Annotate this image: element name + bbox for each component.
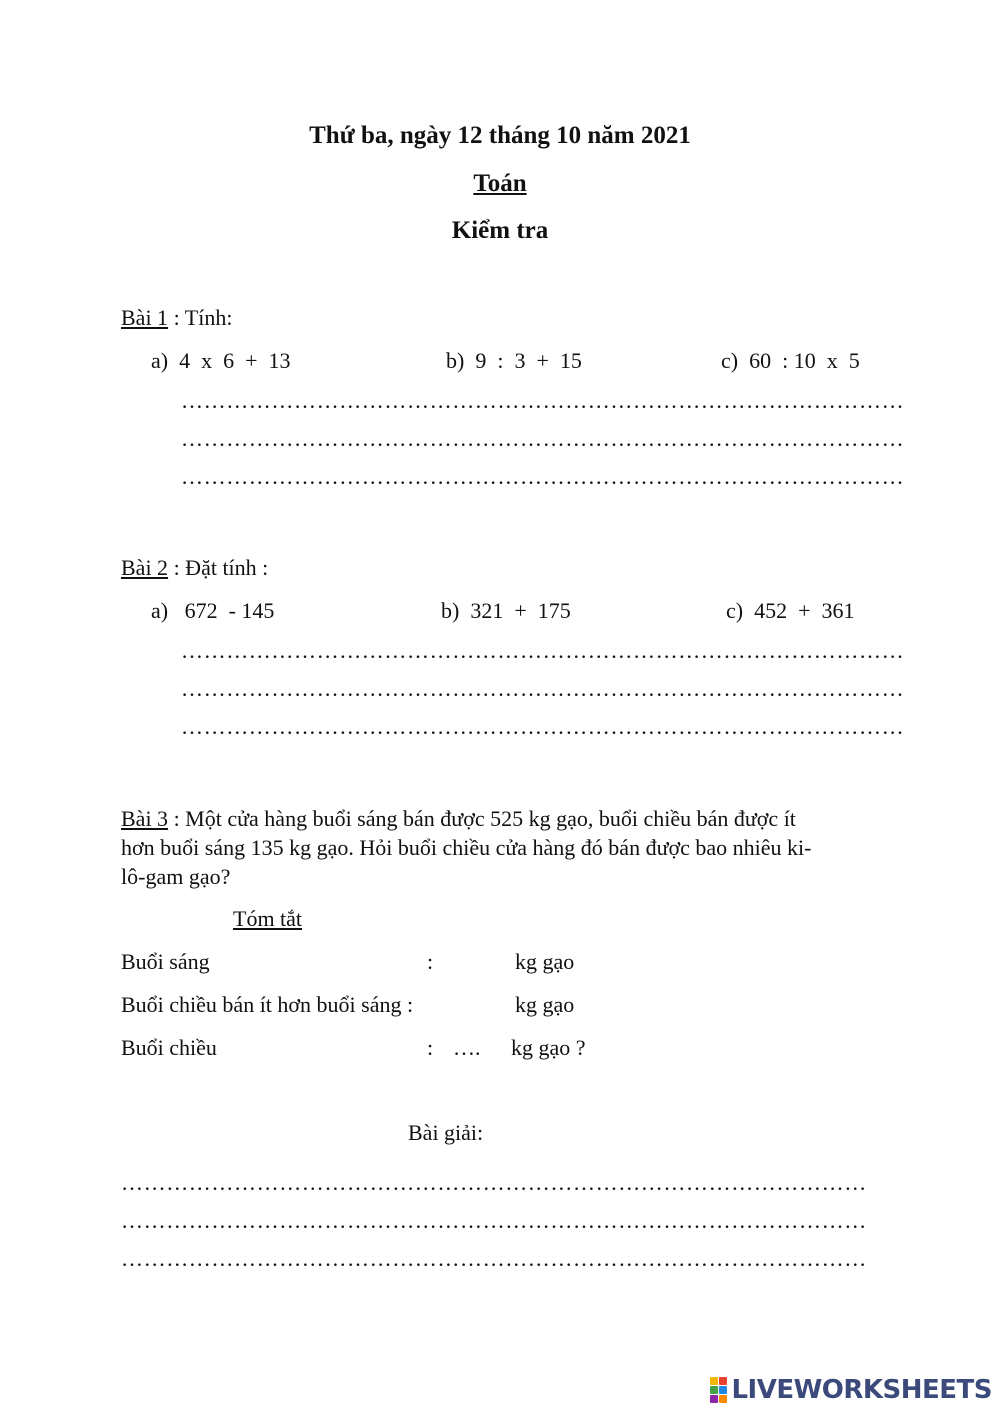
answer-line[interactable]: …………………………………………………………………………………… (181, 714, 905, 739)
exercise-3-label: Bài 3 (121, 806, 169, 831)
exercise-3-text: : Một cửa hàng buổi sáng bán được 525 kg gạo, buổi chiều bán được ít (168, 806, 796, 831)
exercise-2-heading (121, 557, 268, 579)
subject-title (0, 171, 1000, 196)
liveworksheets-wordmark: LIVEWORKSHEETS (731, 1375, 992, 1405)
page-title: Kiểm tra (451, 217, 549, 244)
liveworksheets-logo (710, 1375, 992, 1405)
liveworksheets-icon (710, 1377, 727, 1403)
summary-row-unit: kg gạo ? (511, 1035, 586, 1060)
summary-row-unit: kg gạo (515, 949, 575, 974)
exercise-2-label: Bài 2 (121, 555, 169, 580)
solution-title: Bài giải: (408, 1120, 484, 1145)
exercise-1-label: Bài 1 (121, 305, 169, 330)
answer-line[interactable]: ……………………………………………………………………………………… (121, 1208, 867, 1233)
answer-line[interactable]: …………………………………………………………………………………… (181, 676, 905, 701)
summary-row-label: Buổi sáng (121, 949, 210, 974)
summary-row-value[interactable]: …. (453, 1035, 481, 1060)
subject-label: Toán (473, 170, 527, 197)
answer-line[interactable]: …………………………………………………………………………………… (181, 426, 905, 451)
exercise-2-item-a: a) 672 - 145 (151, 598, 275, 623)
exercise-2-item-c: c) 452 + 361 (726, 598, 855, 623)
exercise-2-instruction: : Đặt tính : (168, 555, 269, 580)
summary-row-label: Buổi chiều bán ít hơn buổi sáng : (121, 992, 414, 1017)
answer-line[interactable]: ……………………………………………………………………………………… (121, 1170, 867, 1195)
exercise-1-item-a: a) 4 x 6 + 13 (151, 348, 291, 373)
exercise-3-line-1 (121, 808, 796, 830)
summary-row-label: Buổi chiều (121, 1035, 217, 1060)
answer-line[interactable]: …………………………………………………………………………………… (181, 388, 905, 413)
answer-line[interactable]: ……………………………………………………………………………………… (121, 1246, 867, 1271)
answer-line[interactable]: …………………………………………………………………………………… (181, 464, 905, 489)
exercise-2-item-b: b) 321 + 175 (441, 598, 571, 623)
document-date: Thứ ba, ngày 12 tháng 10 năm 2021 (309, 122, 691, 149)
exercise-1-heading (121, 307, 232, 329)
summary-title: Tóm tắt (233, 906, 303, 931)
summary-row-sep: : (427, 949, 434, 974)
exercise-1-item-b: b) 9 : 3 + 15 (446, 348, 582, 373)
answer-line[interactable]: …………………………………………………………………………………… (181, 638, 905, 663)
exercise-3-line-2: hơn buổi sáng 135 kg gạo. Hỏi buổi chiều cửa hàng đó bán được bao nhiêu ki- (121, 835, 812, 860)
summary-row-sep: : (427, 1035, 434, 1060)
exercise-3-line-3: lô-gam gạo? (121, 864, 231, 889)
summary-row-unit: kg gạo (515, 992, 575, 1017)
exercise-1-instruction: : Tính: (168, 305, 233, 330)
exercise-1-item-c: c) 60 : 10 x 5 (721, 348, 860, 373)
